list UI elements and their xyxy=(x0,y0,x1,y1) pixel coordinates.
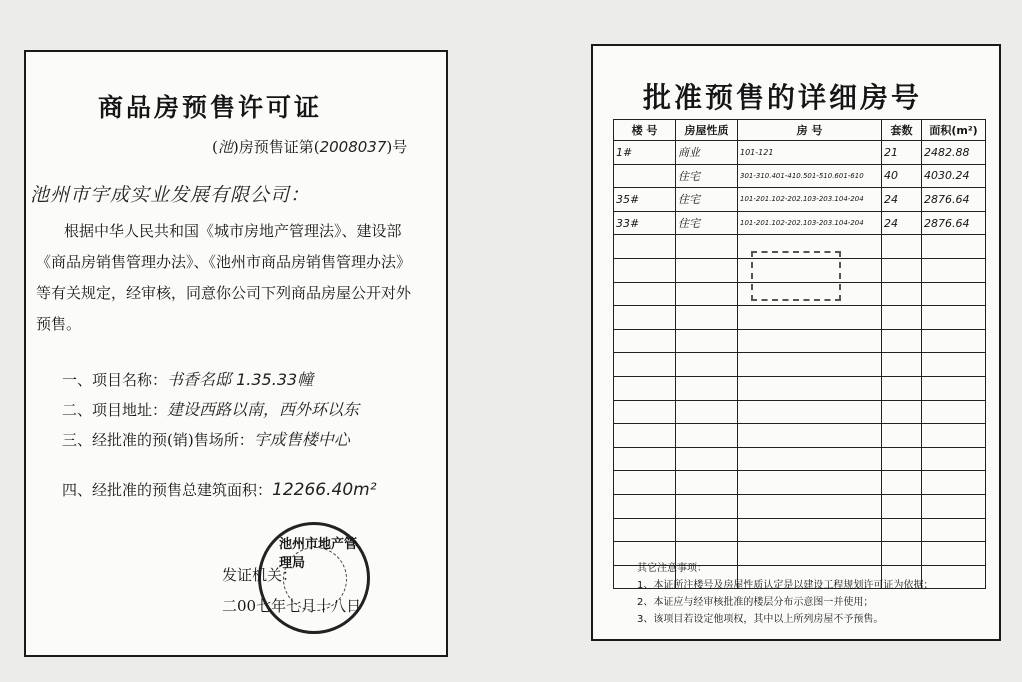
table-row xyxy=(614,141,986,165)
empty-cell xyxy=(738,424,882,448)
empty-cell xyxy=(614,329,676,353)
empty-cell xyxy=(676,282,738,306)
empty-cell xyxy=(676,235,738,259)
cell-nature: 住宅 xyxy=(676,211,738,235)
empty-cell xyxy=(922,376,986,400)
item-value: 12266.40m² xyxy=(272,480,377,500)
presale-license-panel xyxy=(24,50,448,657)
empty-cell xyxy=(882,518,922,542)
cell-nature: 商业 xyxy=(676,141,738,165)
empty-cell xyxy=(922,447,986,471)
empty-cell xyxy=(922,282,986,306)
cell-count: 21 xyxy=(882,141,922,165)
header-building: 楼 号 xyxy=(614,120,676,141)
item-project-address xyxy=(62,397,359,420)
notes-block xyxy=(637,560,933,628)
empty-cell xyxy=(738,447,882,471)
empty-cell xyxy=(922,471,986,495)
item-label: 三、经批准的预(销)售场所： xyxy=(62,431,254,449)
empty-cell xyxy=(676,329,738,353)
empty-cell xyxy=(676,353,738,377)
seal-text: 池州市地产管理局 xyxy=(279,537,358,571)
empty-cell xyxy=(614,494,676,518)
empty-cell xyxy=(882,494,922,518)
empty-table-row xyxy=(614,518,986,542)
empty-cell xyxy=(738,306,882,330)
empty-cell xyxy=(922,306,986,330)
cert-number: 2008037 xyxy=(319,138,387,156)
empty-cell xyxy=(882,235,922,259)
empty-cell xyxy=(676,400,738,424)
empty-cell xyxy=(676,494,738,518)
empty-cell xyxy=(738,494,882,518)
empty-cell xyxy=(922,258,986,282)
item-value: 建设西路以南，西外环以东 xyxy=(167,400,360,419)
empty-cell xyxy=(676,306,738,330)
cell-building: 35# xyxy=(614,188,676,212)
item-total-area xyxy=(62,479,377,500)
cell-count: 24 xyxy=(882,188,922,212)
empty-cell xyxy=(614,306,676,330)
item-project-name xyxy=(62,367,313,390)
table-row xyxy=(614,188,986,212)
empty-cell xyxy=(614,235,676,259)
empty-cell xyxy=(882,329,922,353)
empty-table-row xyxy=(614,306,986,330)
empty-cell xyxy=(882,353,922,377)
empty-cell xyxy=(676,471,738,495)
empty-cell xyxy=(922,424,986,448)
empty-cell xyxy=(922,353,986,377)
cell-building xyxy=(614,164,676,188)
empty-cell xyxy=(922,400,986,424)
room-detail-table xyxy=(613,119,986,589)
header-area: 面积(m²) xyxy=(922,120,986,141)
empty-cell xyxy=(882,400,922,424)
empty-cell xyxy=(738,376,882,400)
cell-rooms: 101-121 xyxy=(738,141,882,165)
empty-table-row xyxy=(614,494,986,518)
cell-rooms: 101-201.102-202.103-203.104-204 xyxy=(738,211,882,235)
empty-cell xyxy=(738,329,882,353)
cell-area: 2876.64 xyxy=(922,211,986,235)
cell-nature: 住宅 xyxy=(676,188,738,212)
table-header-row xyxy=(614,120,986,141)
header-count: 套数 xyxy=(882,120,922,141)
cell-rooms: 301-310.401-410.501-510.601-610 xyxy=(738,164,882,188)
empty-table-row xyxy=(614,471,986,495)
empty-cell xyxy=(922,235,986,259)
detail-title: 批准预售的详细房号 xyxy=(643,81,923,114)
empty-cell xyxy=(738,518,882,542)
item-value: 宇成售楼中心 xyxy=(253,430,350,449)
company-name: 池州市宇成实业发展有限公司： xyxy=(30,184,311,206)
small-stamp xyxy=(751,251,841,301)
empty-cell xyxy=(882,424,922,448)
note-item: 3、该项目若设定他项权，其中以上所列房屋不予预售。 xyxy=(637,614,884,625)
empty-cell xyxy=(738,471,882,495)
empty-cell xyxy=(738,400,882,424)
empty-cell xyxy=(882,306,922,330)
approved-rooms-panel xyxy=(591,44,1001,641)
table-row xyxy=(614,164,986,188)
empty-cell xyxy=(614,471,676,495)
notes-title: 其它注意事项： xyxy=(637,563,707,574)
paragraph-line: 《商品房销售管理办法》、《池州市商品房销售管理办法》 xyxy=(36,253,412,271)
empty-cell xyxy=(676,424,738,448)
header-nature: 房屋性质 xyxy=(676,120,738,141)
empty-table-row xyxy=(614,329,986,353)
issuer-label: 发证机关： xyxy=(222,566,298,584)
cell-building: 1# xyxy=(614,141,676,165)
empty-cell xyxy=(882,258,922,282)
empty-cell xyxy=(614,424,676,448)
cell-nature: 住宅 xyxy=(676,164,738,188)
cert-prefix: ( xyxy=(212,138,218,156)
item-label: 一、项目名称： xyxy=(62,371,168,389)
empty-table-row xyxy=(614,447,986,471)
note-item: 1、本证所注楼号及房屋性质认定是以建设工程规划许可证为依据； xyxy=(637,580,934,591)
empty-cell xyxy=(882,447,922,471)
issue-date: 二00七年七月十八日 xyxy=(222,597,362,615)
cell-building: 33# xyxy=(614,211,676,235)
header-rooms: 房 号 xyxy=(738,120,882,141)
empty-cell xyxy=(614,400,676,424)
empty-cell xyxy=(676,447,738,471)
cell-area: 2482.88 xyxy=(922,141,986,165)
empty-cell xyxy=(738,353,882,377)
empty-table-row xyxy=(614,353,986,377)
empty-cell xyxy=(614,282,676,306)
table-row xyxy=(614,211,986,235)
cell-area: 4030.24 xyxy=(922,164,986,188)
empty-table-row xyxy=(614,376,986,400)
empty-cell xyxy=(676,518,738,542)
empty-table-row xyxy=(614,424,986,448)
empty-cell xyxy=(614,258,676,282)
paragraph-line: 根据中华人民共和国《城市房地产管理法》、建设部 xyxy=(64,222,402,240)
item-label: 二、项目地址： xyxy=(62,401,168,419)
license-paragraph xyxy=(36,216,411,340)
certificate-number-line xyxy=(212,136,407,157)
cert-suffix: )号 xyxy=(386,138,408,156)
empty-cell xyxy=(882,376,922,400)
cell-area: 2876.64 xyxy=(922,188,986,212)
empty-cell xyxy=(676,258,738,282)
note-item: 2、本证应与经审核批准的楼层分布示意图一并使用； xyxy=(637,597,874,608)
empty-cell xyxy=(676,376,738,400)
empty-cell xyxy=(614,518,676,542)
empty-cell xyxy=(882,282,922,306)
item-label: 四、经批准的预售总建筑面积： xyxy=(62,481,273,499)
cell-count: 40 xyxy=(882,164,922,188)
item-sales-venue xyxy=(62,427,350,450)
paragraph-line: 等有关规定，经审核，同意你公司下列商品房屋公开对外 xyxy=(36,284,412,302)
item-value: 书香名邸 1.35.33幢 xyxy=(167,370,314,389)
cert-district: 池 xyxy=(217,138,233,156)
empty-cell xyxy=(614,447,676,471)
empty-cell xyxy=(922,494,986,518)
empty-cell xyxy=(614,376,676,400)
paragraph-line: 预售。 xyxy=(36,315,82,333)
empty-cell xyxy=(614,353,676,377)
license-title: 商品房预售许可证 xyxy=(98,93,323,122)
cell-count: 24 xyxy=(882,211,922,235)
cell-rooms: 101-201.102-202.103-203.104-204 xyxy=(738,188,882,212)
empty-cell xyxy=(922,329,986,353)
cert-mid: )房预售证第( xyxy=(232,138,320,156)
empty-cell xyxy=(922,518,986,542)
empty-cell xyxy=(882,471,922,495)
empty-table-row xyxy=(614,400,986,424)
